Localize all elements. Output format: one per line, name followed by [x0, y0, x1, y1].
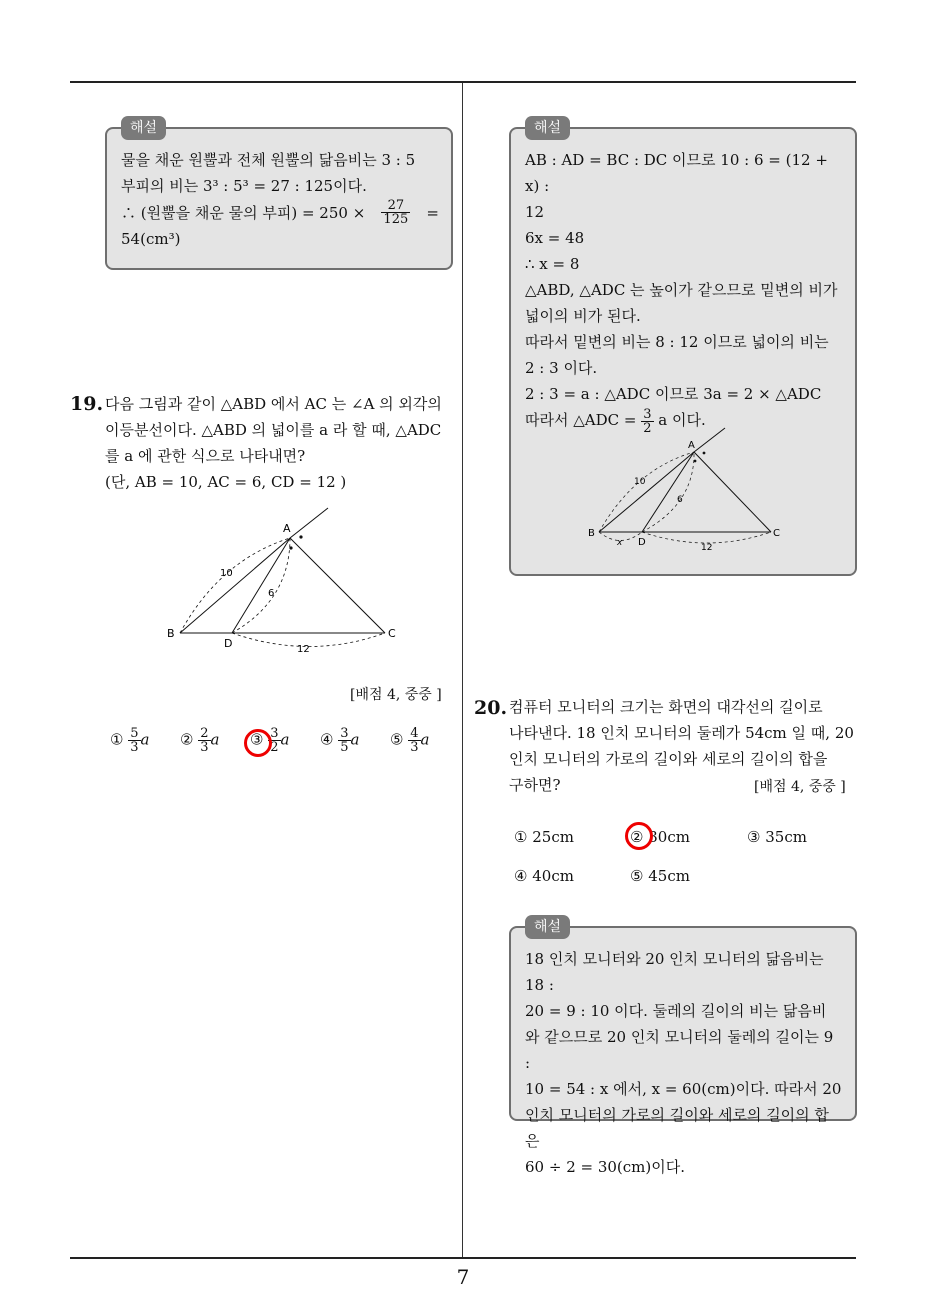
- sol1-line1: 물을 채운 원뿔과 전체 원뿔의 닮음비는 3 : 5: [121, 151, 416, 169]
- fig20-label-D: D: [638, 537, 646, 548]
- choice-var: a: [210, 730, 220, 749]
- sol2-line8: 2 : 3 이다.: [525, 359, 598, 377]
- q20-line1: 컴퓨터 모니터의 크기는 화면의 대각선의 길이로: [509, 698, 823, 716]
- fig20-label-C: C: [773, 528, 780, 539]
- q19-line1: 다음 그림과 같이 △ABD 에서 AC 는 ∠A 의 외각의: [105, 395, 442, 413]
- q19-choice-1[interactable]: [110, 727, 149, 754]
- choice-text: 30cm: [648, 828, 690, 846]
- page-number: 7: [456, 1265, 470, 1289]
- sol3-line3: 와 같으므로 20 인치 모니터의 둘레의 길이는 9 :: [525, 1028, 834, 1072]
- answer-circle-mark: [244, 729, 272, 757]
- sol3-line6: 60 ÷ 2 = 30(cm)이다.: [525, 1158, 686, 1176]
- sol2-fraction-den: 2: [643, 420, 652, 436]
- sol2-triangle-figure: [585, 424, 795, 554]
- sol1-line3-eq: =: [426, 203, 439, 222]
- solution-tag: 해설: [525, 116, 570, 140]
- choice-mark: ①: [110, 730, 124, 749]
- q20-choice-5[interactable]: [630, 867, 690, 885]
- frac-den: 2: [270, 740, 279, 755]
- choice-var: a: [140, 730, 150, 749]
- sol3-line2: 20 = 9 : 10 이다. 둘레의 길이의 비는 닮음비: [525, 1002, 827, 1020]
- frac-num: 2: [200, 726, 209, 741]
- sol1-line2: 부피의 비는 3³ : 5³ = 27 : 125이다.: [121, 177, 367, 195]
- fig19-label-dc: 12: [297, 644, 310, 655]
- fig20-label-ad: 6: [677, 495, 683, 505]
- frac-num: 5: [130, 726, 139, 741]
- choice-mark: ②: [630, 828, 644, 846]
- sol3-line1: 18 인치 모니터와 20 인치 모니터의 닮음비는 18 :: [525, 950, 824, 994]
- sol1-line3-text: ∴ (원뿔을 채운 물의 부피) = 250 ×: [121, 203, 366, 222]
- q19-choice-4[interactable]: [320, 727, 359, 754]
- q20-line4: 구하면?: [509, 776, 561, 794]
- choice-var: a: [420, 730, 430, 749]
- sol2-line10-end: a 이다.: [658, 411, 706, 429]
- frac-den: 5: [340, 740, 349, 755]
- q19-choice-5[interactable]: [390, 727, 429, 754]
- solution-box-1: [105, 120, 453, 270]
- q20-meta: [배점 4, 중중 ]: [754, 779, 846, 795]
- fig19-label-A: A: [283, 522, 291, 535]
- choice-text: 45cm: [648, 867, 690, 885]
- sol1-line3: [121, 199, 439, 226]
- column-divider: [462, 83, 463, 1257]
- sol1-line4: 54(cm³): [121, 230, 181, 248]
- choice-var: a: [350, 730, 360, 749]
- frac-den: 3: [130, 740, 139, 755]
- sol2-line2: 12: [525, 203, 545, 221]
- sol3-line5: 인치 모니터의 가로의 길이와 세로의 길이의 합은: [525, 1106, 829, 1150]
- fig20-label-bd: x: [617, 538, 623, 548]
- q19-number: 19.: [70, 393, 104, 415]
- q20-choice-4[interactable]: [514, 867, 574, 885]
- sol2-line7: 따라서 밑변의 비는 8 : 12 이므로 넓이의 비는: [525, 333, 829, 351]
- choice-fraction: [198, 727, 210, 754]
- fig19-label-B: B: [167, 627, 175, 640]
- choice-text: 35cm: [765, 828, 807, 846]
- fig19-label-ad: 6: [268, 588, 275, 599]
- sol3-line4: 10 = 54 : x 에서, x = 60(cm)이다. 따라서 20: [525, 1080, 842, 1098]
- q20-choice-3[interactable]: [747, 828, 807, 846]
- fig20-label-dc: 12: [701, 543, 713, 553]
- top-rule: [70, 81, 856, 83]
- sol2-line1: AB : AD = BC : DC 이므로 10 : 6 = (12 + x) :: [525, 151, 828, 195]
- frac-num: 3: [270, 726, 279, 741]
- sol2-fraction-num: 3: [643, 406, 652, 422]
- q20-line2: 나타낸다. 18 인치 모니터의 둘레가 54cm 일 때, 20: [509, 724, 854, 742]
- choice-text: 25cm: [532, 828, 574, 846]
- frac-den: 3: [410, 740, 419, 755]
- q19-line3: 를 a 에 관한 식으로 나타내면?: [105, 447, 306, 465]
- q20-number: 20.: [474, 697, 508, 719]
- choice-mark: ④: [514, 867, 528, 885]
- q19-choice-2[interactable]: [180, 727, 219, 754]
- q19-text: [105, 391, 455, 495]
- choice-mark: ⑤: [630, 867, 644, 885]
- q19-triangle-figure: [160, 500, 410, 660]
- sol2-line5: △ABD, △ADC 는 높이가 같으므로 밑변의 비가: [525, 281, 838, 299]
- sol1-fraction: [381, 199, 410, 226]
- choice-fraction: [128, 727, 140, 754]
- q19-meta: [배점 4, 중중 ]: [350, 687, 442, 703]
- choice-var: a: [280, 730, 290, 749]
- fig20-label-A: A: [688, 440, 695, 451]
- choice-mark: ③: [747, 828, 761, 846]
- choice-mark: ⑤: [390, 730, 404, 749]
- sol2-line4: ∴ x = 8: [525, 255, 580, 273]
- fig19-label-D: D: [224, 637, 233, 650]
- choice-text: 40cm: [532, 867, 574, 885]
- solution-tag: 해설: [525, 915, 570, 939]
- bottom-rule: [70, 1257, 856, 1259]
- sol2-line9: 2 : 3 = a : △ADC 이므로 3a = 2 × △ADC: [525, 385, 822, 403]
- sol2-line3: 6x = 48: [525, 229, 585, 247]
- choice-mark: ②: [180, 730, 194, 749]
- q19-line2: 이등분선이다. △ABD 의 넓이를 a 라 할 때, △ADC: [105, 421, 442, 439]
- choice-mark: ③: [250, 730, 264, 749]
- frac-num: 3: [340, 726, 349, 741]
- q19-line4: (단, AB = 10, AC = 6, CD = 12 ): [105, 473, 347, 491]
- fig20-label-ab: 10: [634, 477, 646, 487]
- sol2-line10-text: 따라서 △ADC =: [525, 411, 637, 429]
- q20-choice-1[interactable]: [514, 828, 574, 846]
- sol1-fraction-num: 27: [387, 198, 405, 213]
- answer-circle-mark: [625, 822, 653, 850]
- frac-num: 4: [410, 726, 419, 741]
- choice-fraction: [338, 727, 350, 754]
- choice-mark: ①: [514, 828, 528, 846]
- choice-fraction: [408, 727, 420, 754]
- fig19-label-ab: 10: [220, 568, 233, 579]
- frac-den: 3: [200, 740, 209, 755]
- solution-tag: 해설: [121, 116, 166, 140]
- fig20-label-B: B: [588, 528, 595, 539]
- solution-box-3: [509, 919, 857, 1176]
- q20-line3: 인치 모니터의 가로의 길이와 세로의 길이의 합을: [509, 750, 828, 768]
- fig19-label-C: C: [388, 627, 396, 640]
- sol2-line6: 넓이의 비가 된다.: [525, 307, 641, 325]
- choice-mark: ④: [320, 730, 334, 749]
- solution-box-2: [509, 120, 857, 576]
- sol1-fraction-den: 125: [383, 212, 409, 227]
